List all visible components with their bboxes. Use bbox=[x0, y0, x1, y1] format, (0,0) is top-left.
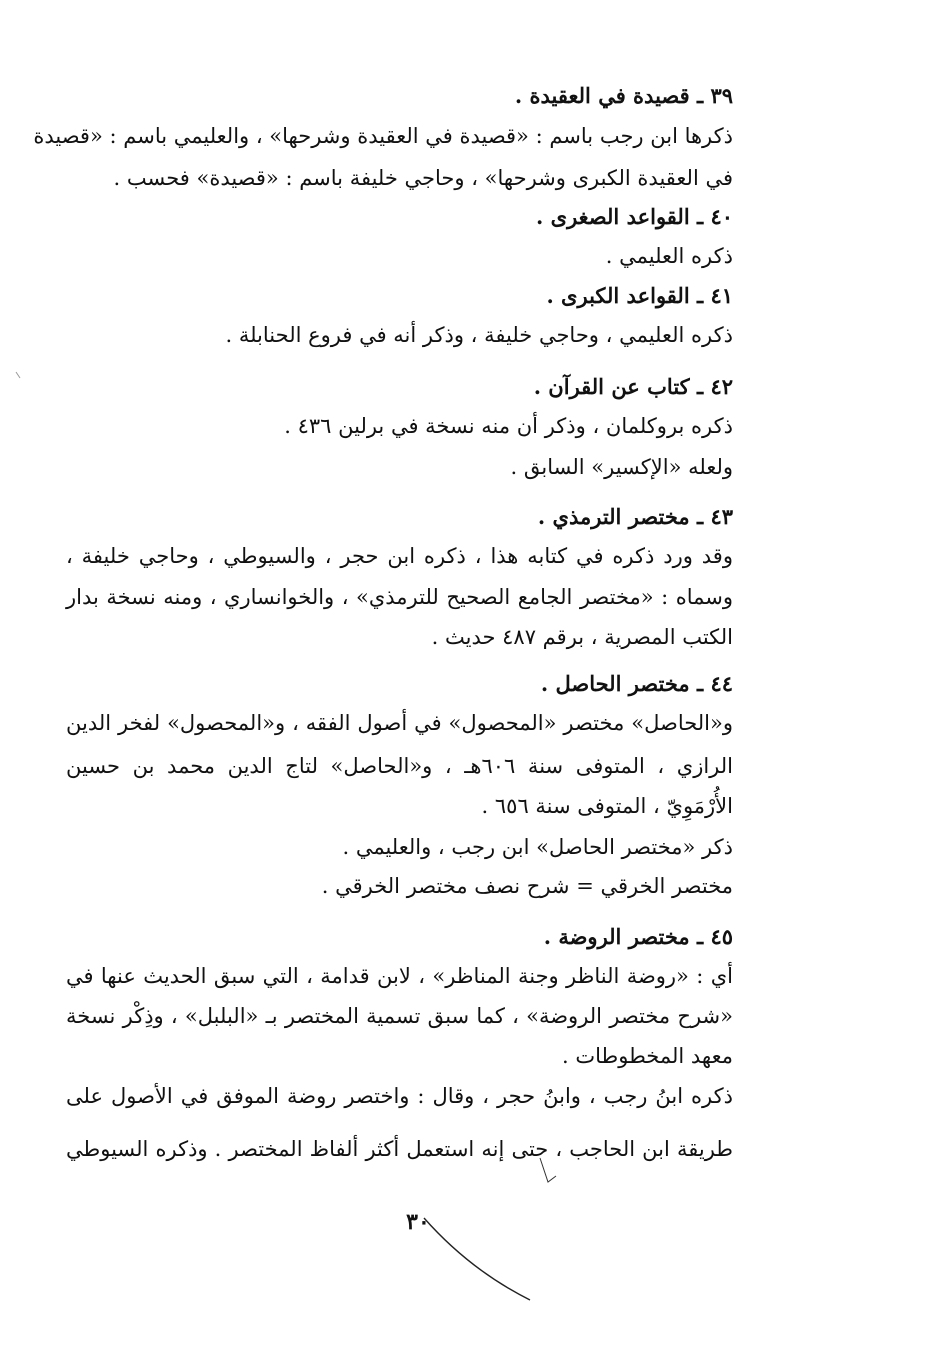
pen-stroke bbox=[424, 1218, 530, 1300]
entry-43-heading bbox=[538, 505, 733, 529]
entry-45-line-2: «شرح مختصر الروضة» ، كما سبق تسمية المختصر بـ «البلبل» ، وذِكْر نسخة bbox=[66, 1004, 733, 1028]
entry-44-line-3: الأُرْمَوِيّ ، المتوفى سنة ٦٥٦ . bbox=[481, 794, 733, 818]
entry-number: ٣٩ bbox=[710, 83, 733, 108]
entry-41-heading bbox=[546, 284, 733, 308]
entry-39-heading bbox=[515, 84, 733, 108]
entry-44-heading bbox=[541, 672, 733, 696]
entry-42-line-1: ذكره بروكلمان ، وذكر أن منه نسخة في برلين ٤٣٦ . bbox=[284, 414, 733, 438]
entry-separator: ـ bbox=[696, 671, 704, 696]
entry-separator: ـ bbox=[696, 83, 704, 108]
entry-42-line-2: ولعله «الإكسير» السابق . bbox=[510, 455, 733, 479]
entry-title: مختصر الترمذي . bbox=[537, 504, 690, 529]
entry-43-line-1: وقد ورد ذكره في كتابه هذا ، ذكره ابن حجر ، والسيوطي ، وحاجي خليفة ، bbox=[66, 544, 733, 568]
entry-separator: ـ bbox=[696, 374, 704, 399]
entry-number: ٤٥ bbox=[710, 924, 733, 949]
entry-43-line-2: وسماه : «مختصر الجامع الصحيح للترمذي» ، والخوانساري ، ومنه نسخة بدار bbox=[66, 585, 733, 609]
entry-39-line-1: ذكرها ابن رجب باسم : «قصيدة في العقيدة وشرحها» ، والعليمي باسم : «قصيدة bbox=[33, 124, 733, 148]
entry-title: مختصر الحاصل . bbox=[540, 671, 690, 696]
entry-separator: ـ bbox=[696, 504, 704, 529]
entry-40-heading bbox=[536, 205, 733, 229]
entry-title: القواعد الكبرى . bbox=[546, 283, 690, 308]
entry-44-line-5: مختصر الخرقي = شرح نصف مختصر الخرقي . bbox=[321, 874, 733, 898]
entry-title: القواعد الصغرى . bbox=[536, 204, 690, 229]
entry-42-heading bbox=[534, 375, 733, 399]
entry-separator: ـ bbox=[696, 924, 704, 949]
entry-45-heading bbox=[544, 925, 733, 949]
entry-43-line-3: الكتب المصرية ، برقم ٤٨٧ حديث . bbox=[431, 625, 733, 649]
pen-tick bbox=[540, 1158, 556, 1182]
entry-number: ٤١ bbox=[710, 283, 733, 308]
margin-speck bbox=[16, 372, 20, 378]
entry-41-line-1: ذكره العليمي ، وحاجي خليفة ، وذكر أنه في فروع الحنابلة . bbox=[225, 323, 733, 347]
entry-45-line-4: ذكره ابنُ رجب ، وابنُ حجر ، وقال : واختصر روضة الموفق في الأصول على bbox=[66, 1084, 733, 1108]
entry-45-line-5: طريقة ابن الحاجب ، حتى إنه استعمل أكثر ألفاظ المختصر . وذكره السيوطي bbox=[66, 1137, 733, 1161]
entry-number: ٤٠ bbox=[710, 204, 733, 229]
entry-separator: ـ bbox=[696, 204, 704, 229]
entry-number: ٤٣ bbox=[710, 504, 733, 529]
entry-title: مختصر الروضة . bbox=[543, 924, 690, 949]
entry-44-line-4: ذكر «مختصر الحاصل» ابن رجب ، والعليمي . bbox=[342, 835, 733, 859]
entry-40-line-1: ذكره العليمي . bbox=[605, 244, 733, 268]
entry-title: قصيدة في العقيدة . bbox=[514, 83, 690, 108]
entry-45-line-3: معهد المخطوطات . bbox=[562, 1044, 733, 1068]
entry-separator: ـ bbox=[696, 283, 704, 308]
entry-title: كتاب عن القرآن . bbox=[533, 374, 690, 399]
entry-number: ٤٤ bbox=[710, 671, 733, 696]
entry-39-line-2: في العقيدة الكبرى وشرحها» ، وحاجي خليفة باسم : «قصيدة» فحسب . bbox=[113, 166, 733, 190]
entry-44-line-2: الرازي ، المتوفى سنة ٦٠٦هـ ، و«الحاصل» لتاج الدين محمد بن حسين bbox=[66, 754, 733, 778]
page-number: ٣٠ bbox=[406, 1209, 430, 1235]
entry-45-line-1: أي : «روضة الناظر وجنة المناظر» ، لابن قدامة ، التي سبق الحديث عنها في bbox=[66, 964, 733, 988]
entry-number: ٤٢ bbox=[710, 374, 733, 399]
entry-44-line-1: و«الحاصل» مختصر «المحصول» في أصول الفقه ، و«المحصول» لفخر الدين bbox=[66, 711, 733, 735]
